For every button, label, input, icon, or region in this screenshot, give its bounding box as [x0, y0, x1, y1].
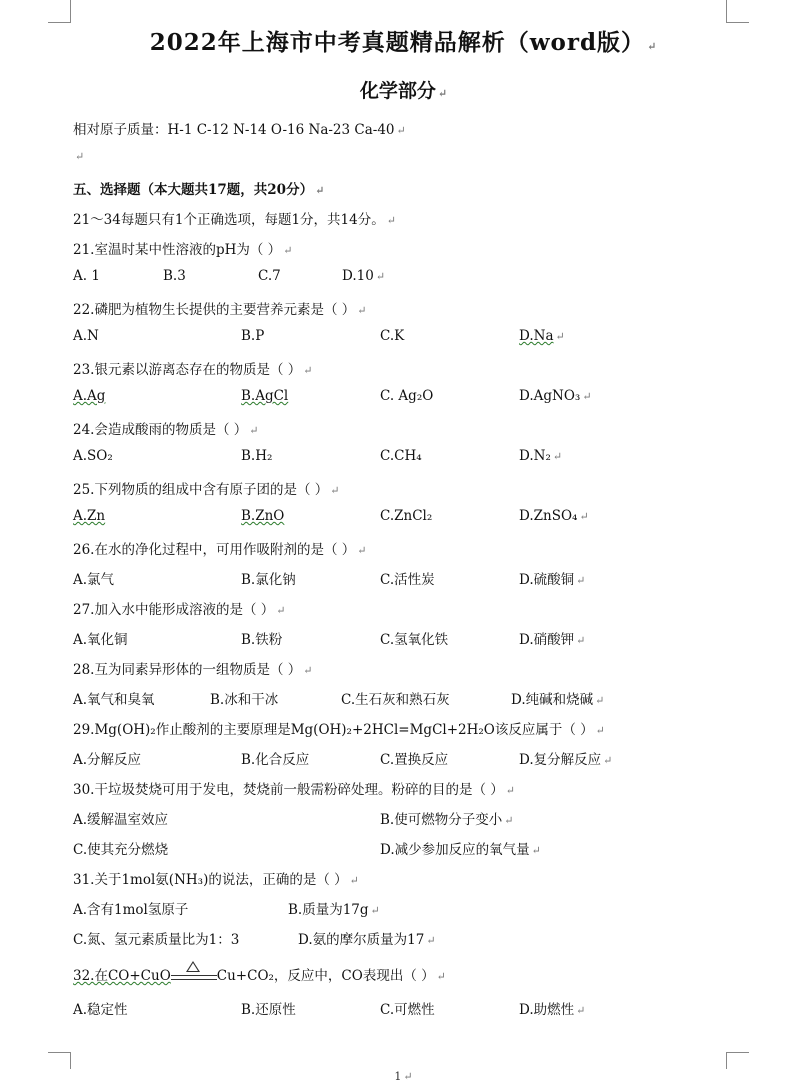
question-24-option-c: C.CH₄: [380, 448, 422, 464]
question-22-stem: 22.磷肥为植物生长提供的主要营养元素是（ ） ↵: [73, 302, 367, 318]
question-24-option-b: B.H₂: [241, 448, 273, 464]
question-25-option-a: A.Zn: [73, 508, 106, 524]
question-21-option-a: A. 1: [73, 268, 100, 284]
question-32-option-b: B.还原性: [241, 1002, 296, 1018]
document-subtitle: 化学部分 ↵: [359, 80, 448, 102]
question-30-option-b: B.使可燃物分子变小 ↵: [380, 812, 514, 828]
question-30-option-c: C.使其充分燃烧: [73, 842, 169, 858]
corner-mark-bottom-left: [48, 1052, 71, 1069]
corner-mark-top-right: [726, 0, 749, 23]
heating-condition-icon: [171, 969, 217, 985]
question-26-stem: 26.在水的净化过程中，可用作吸附剂的是（ ） ↵: [73, 542, 367, 558]
question-31-option-c: C.氮、氢元素质量比为1：3: [73, 932, 240, 948]
question-30-option-a: A.缓解温室效应: [73, 812, 169, 828]
question-31-option-a: A.含有1mol氢原子: [73, 902, 189, 918]
question-23-option-b: B.AgCl: [241, 388, 289, 404]
question-32-option-d: D.助燃性 ↵: [519, 1002, 586, 1018]
question-30-option-d: D.减少参加反应的氧气量 ↵: [380, 842, 541, 858]
instruction-line: 21～34每题只有1个正确选项，每题1分，共14分。 ↵: [73, 212, 396, 228]
question-24-option-d: D.N₂ ↵: [519, 448, 563, 464]
question-25-stem: 25.下列物质的组成中含有原子团的是（ ） ↵: [73, 482, 340, 498]
atomic-mass-line: 相对原子质量：H-1 C-12 N-14 O-16 Na-23 Ca-40 ↵: [73, 122, 406, 138]
corner-mark-bottom-right: [726, 1052, 749, 1069]
question-28-option-d: D.纯碱和烧碱 ↵: [511, 692, 605, 708]
question-22-option-a: A.N: [73, 328, 99, 344]
question-23-option-c: C. Ag₂O: [380, 388, 434, 404]
question-27-option-b: B.铁粉: [241, 632, 283, 648]
question-21-stem: 21.室温时某中性溶液的pH为（ ） ↵: [73, 242, 293, 258]
question-26-option-b: B.氯化钠: [241, 572, 296, 588]
question-32-option-a: A.稳定性: [73, 1002, 128, 1018]
question-28-stem: 28.互为同素异形体的一组物质是（ ） ↵: [73, 662, 313, 678]
question-31-option-d: D.氨的摩尔质量为17 ↵: [298, 932, 436, 948]
question-28-option-c: C.生石灰和熟石灰: [341, 692, 450, 708]
question-27-stem: 27.加入水中能形成溶液的是（ ） ↵: [73, 602, 286, 618]
question-23-option-a: A.Ag: [73, 388, 106, 404]
question-29-option-a: A.分解反应: [73, 752, 142, 768]
question-27-option-a: A.氧化铜: [73, 632, 128, 648]
question-26-option-c: C.活性炭: [380, 572, 435, 588]
document-title: 2022年上海市中考真题精品解析（word版） ↵: [149, 29, 658, 56]
question-29-stem: 29.Mg(OH)₂作止酸剂的主要原理是Mg(OH)₂+2HCl=MgCl+2H₂O该反应属于（ ） ↵: [73, 722, 605, 738]
question-28-option-b: B.冰和干冰: [210, 692, 279, 708]
question-23-stem: 23.银元素以游离态存在的物质是（ ） ↵: [73, 362, 313, 378]
question-32-stem: 32.在CO+CuO Cu+CO₂，反应中，CO表现出（ ） ↵: [73, 964, 446, 985]
question-31-stem: 31.关于1mol氨(NH₃)的说法，正确的是（ ） ↵: [73, 872, 359, 888]
question-28-option-a: A.氧气和臭氧: [73, 692, 155, 708]
page-number: 1 ↵: [394, 1070, 413, 1083]
question-22-option-d: D.Na ↵: [519, 328, 565, 344]
question-25-option-d: D.ZnSO₄ ↵: [519, 508, 589, 524]
question-29-option-c: C.置换反应: [380, 752, 449, 768]
question-23-option-d: D.AgNO₃ ↵: [519, 388, 592, 404]
question-29-option-d: D.复分解反应 ↵: [519, 752, 613, 768]
question-27-option-c: C.氢氧化铁: [380, 632, 449, 648]
question-24-option-a: A.SO₂: [73, 448, 113, 464]
question-32-option-c: C.可燃性: [380, 1002, 435, 1018]
question-21-option-c: C.7: [258, 268, 281, 284]
question-26-option-d: D.硫酸铜 ↵: [519, 572, 586, 588]
question-27-option-d: D.硝酸钾 ↵: [519, 632, 586, 648]
question-29-option-b: B.化合反应: [241, 752, 310, 768]
question-25-option-c: C.ZnCl₂: [380, 508, 433, 524]
question-22-option-c: C.K: [380, 328, 405, 344]
section-heading: 五、选择题（本大题共17题，共20分） ↵: [73, 182, 325, 198]
question-24-stem: 24.会造成酸雨的物质是（ ） ↵: [73, 422, 259, 438]
question-25-option-b: B.ZnO: [241, 508, 285, 524]
question-30-stem: 30.干垃圾焚烧可用于发电，焚烧前一般需粉碎处理。粉碎的目的是（ ） ↵: [73, 782, 515, 798]
question-31-option-b: B.质量为17g ↵: [288, 902, 380, 918]
question-21-option-b: B.3: [163, 268, 186, 284]
question-26-option-a: A.氯气: [73, 572, 115, 588]
empty-paragraph: ↵: [75, 150, 85, 163]
corner-mark-top-left: [48, 0, 71, 23]
question-21-option-d: D.10 ↵: [342, 268, 386, 284]
question-22-option-b: B.P: [241, 328, 265, 344]
